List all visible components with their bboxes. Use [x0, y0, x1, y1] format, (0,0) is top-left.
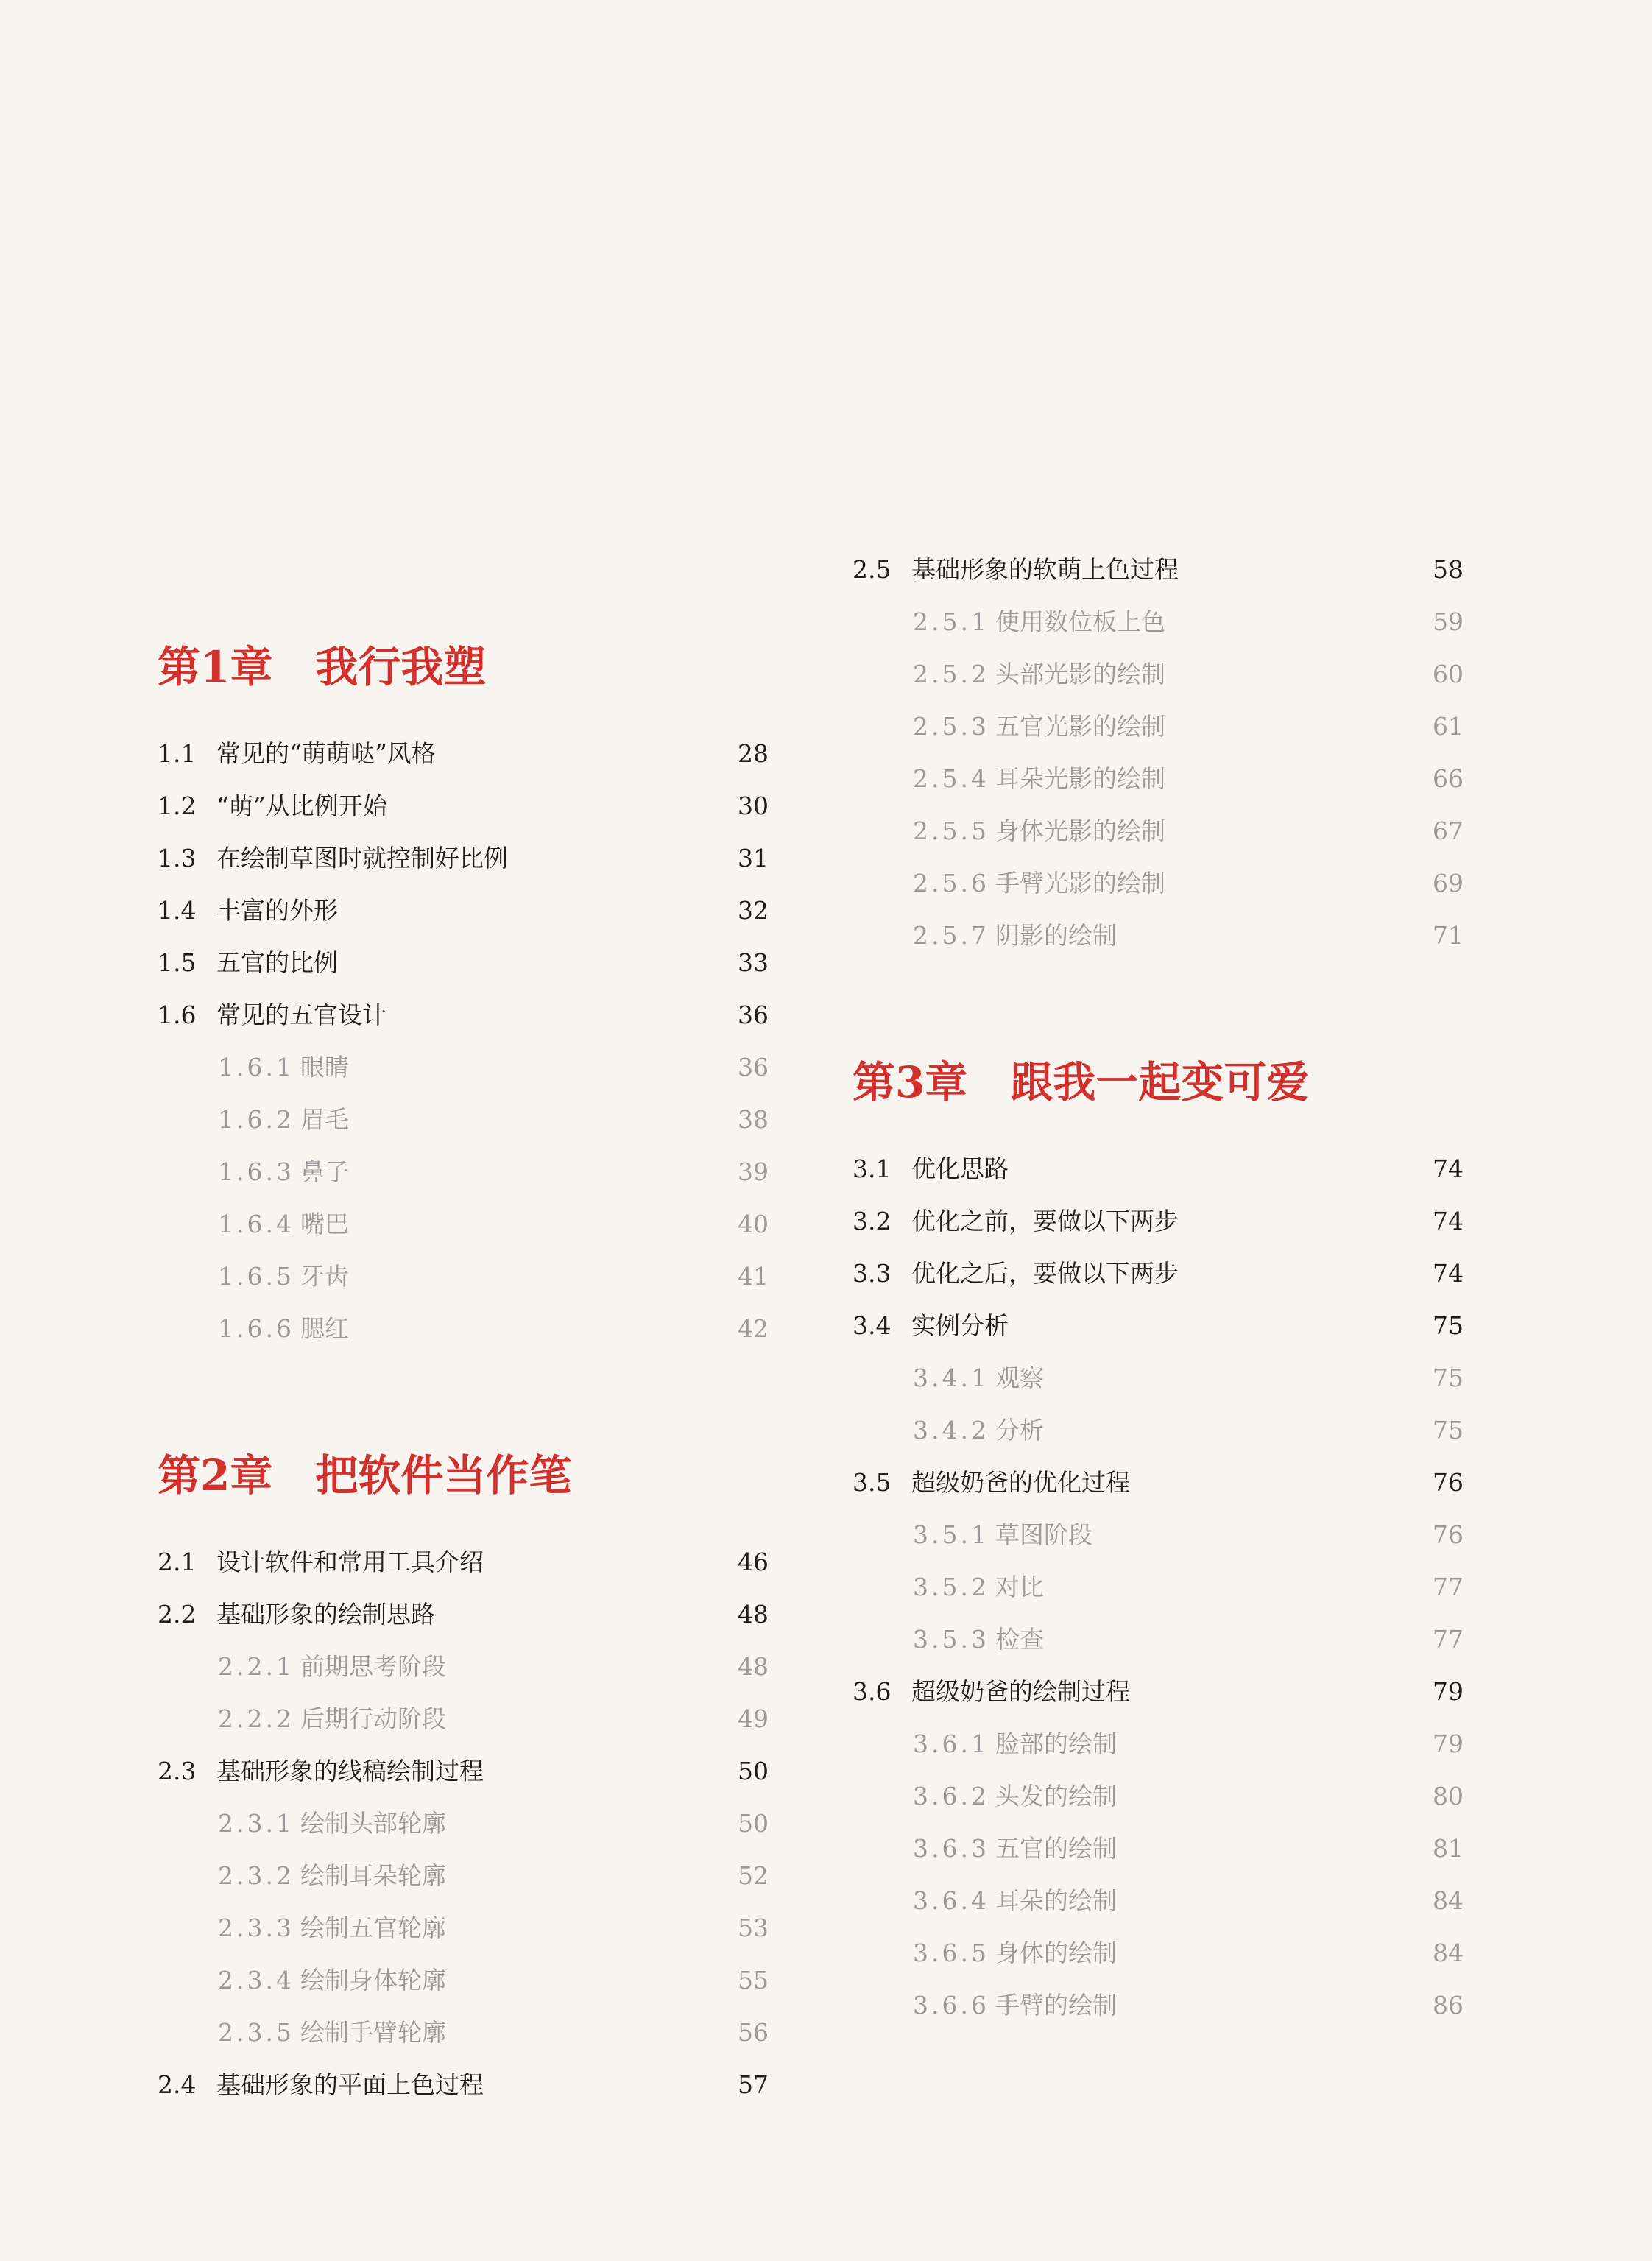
toc-subsection-row[interactable] — [853, 1983, 1464, 2028]
section-number: 1.6.3 — [218, 1157, 294, 1186]
section-number: 2.5.4 — [913, 764, 989, 793]
section-title: 身体光影的绘制 — [995, 816, 1165, 845]
section-number: 3.5.2 — [913, 1573, 989, 1601]
page-number: 60 — [1433, 660, 1464, 688]
toc-subsection-row[interactable] — [853, 600, 1464, 644]
section-title: 绘制耳朵轮廓 — [300, 1861, 446, 1890]
section-title: 嘴巴 — [300, 1210, 349, 1238]
chapter-heading — [158, 638, 769, 696]
toc-section-row[interactable] — [158, 1540, 769, 1584]
section-number: 1.6.4 — [218, 1210, 294, 1238]
section-title: 耳朵光影的绘制 — [995, 764, 1165, 793]
page-number: 84 — [1433, 1939, 1464, 1967]
section-number: 3.6 — [853, 1677, 892, 1706]
section-number: 3.6.4 — [913, 1886, 989, 1915]
toc-section-row[interactable] — [853, 1670, 1464, 1714]
section-title: 绘制身体轮廓 — [300, 1966, 446, 1994]
toc-subsection-row[interactable] — [158, 1202, 769, 1246]
section-title: 超级奶爸的绘制过程 — [911, 1677, 1130, 1706]
section-number: 2.4 — [158, 2070, 197, 2099]
section-title: 五官光影的绘制 — [995, 712, 1165, 741]
page-number: 28 — [738, 739, 769, 768]
section-number: 3.5.1 — [913, 1520, 989, 1549]
page-number: 79 — [1433, 1729, 1464, 1758]
section-number: 1.6 — [158, 1001, 197, 1029]
toc-subsection-row[interactable] — [158, 1150, 769, 1194]
page-number: 58 — [1433, 555, 1464, 584]
toc-subsection-row[interactable] — [853, 1356, 1464, 1400]
page-number: 40 — [738, 1210, 769, 1238]
section-number: 1.6.6 — [218, 1314, 294, 1343]
chapter-title: 把软件当作笔 — [315, 1450, 572, 1500]
toc-subsection-row[interactable] — [853, 1931, 1464, 1975]
section-title: 五官的绘制 — [995, 1834, 1117, 1863]
chapter-number: 第2章 — [158, 1450, 273, 1500]
page-number: 38 — [738, 1105, 769, 1134]
page-number: 74 — [1433, 1207, 1464, 1235]
page-number: 41 — [738, 1262, 769, 1291]
page-number: 33 — [738, 948, 769, 977]
toc-subsection-row[interactable] — [853, 1408, 1464, 1453]
toc-section-row[interactable] — [158, 836, 769, 881]
page-number: 49 — [738, 1704, 769, 1733]
page-number: 50 — [738, 1809, 769, 1838]
chapter-title: 跟我一起变可爱 — [1010, 1057, 1310, 1107]
section-title: 对比 — [995, 1573, 1044, 1601]
section-number: 2.3.4 — [218, 1966, 294, 1994]
section-title: 后期行动阶段 — [300, 1704, 446, 1733]
toc-subsection-row[interactable] — [158, 1098, 769, 1142]
page-number: 48 — [738, 1600, 769, 1629]
toc-subsection-row[interactable] — [853, 861, 1464, 906]
page-number: 39 — [738, 1157, 769, 1186]
page-number: 80 — [1433, 1782, 1464, 1810]
toc-section-row[interactable] — [853, 1304, 1464, 1348]
toc-subsection-row[interactable] — [853, 757, 1464, 801]
section-number: 2.3.3 — [218, 1913, 294, 1942]
section-number: 3.5.3 — [913, 1625, 989, 1654]
section-title: 眉毛 — [300, 1105, 349, 1134]
section-number: 2.2.1 — [218, 1652, 294, 1681]
section-number: 3.6.2 — [913, 1782, 989, 1810]
section-title: 脸部的绘制 — [995, 1729, 1117, 1758]
section-number: 3.2 — [853, 1207, 892, 1235]
section-title: 优化之前，要做以下两步 — [911, 1207, 1179, 1235]
page-number: 75 — [1433, 1364, 1464, 1392]
page-number: 30 — [738, 791, 769, 820]
toc-subsection-row[interactable] — [158, 1854, 769, 1898]
toc-subsection-row[interactable] — [158, 1802, 769, 1846]
section-title: 超级奶爸的优化过程 — [911, 1468, 1130, 1497]
section-number: 3.6.3 — [913, 1834, 989, 1863]
toc-subsection-row[interactable] — [853, 914, 1464, 958]
section-number: 2.5.6 — [913, 869, 989, 897]
page-number: 79 — [1433, 1677, 1464, 1706]
page-number: 77 — [1433, 1625, 1464, 1654]
section-number: 3.5 — [853, 1468, 892, 1497]
section-number: 1.6.5 — [218, 1262, 294, 1291]
section-title: “萌”从比例开始 — [216, 791, 387, 820]
toc-subsection-row[interactable] — [158, 1906, 769, 1950]
page-number: 74 — [1433, 1154, 1464, 1183]
section-title: 腮红 — [300, 1314, 349, 1343]
toc-section-row[interactable] — [158, 1749, 769, 1793]
toc-section-row[interactable] — [158, 784, 769, 828]
toc-subsection-row[interactable] — [853, 652, 1464, 696]
page-number: 76 — [1433, 1468, 1464, 1497]
section-title: 牙齿 — [300, 1262, 349, 1291]
toc-subsection-row[interactable] — [853, 1879, 1464, 1923]
toc-subsection-row[interactable] — [158, 1255, 769, 1299]
section-number: 1.6.1 — [218, 1053, 294, 1082]
toc-subsection-row[interactable] — [158, 2011, 769, 2055]
page-number: 77 — [1433, 1573, 1464, 1601]
section-title: 基础形象的线稿绘制过程 — [216, 1757, 484, 1785]
page-number: 75 — [1433, 1416, 1464, 1445]
chapter-number: 第1章 — [158, 642, 273, 692]
section-title: 手臂的绘制 — [995, 1991, 1117, 2020]
page-number: 81 — [1433, 1834, 1464, 1863]
section-title: 常见的“萌萌哒”风格 — [216, 739, 436, 768]
section-number: 2.3.1 — [218, 1809, 294, 1838]
toc-subsection-row[interactable] — [853, 1565, 1464, 1609]
section-number: 2.3 — [158, 1757, 197, 1785]
chapter-heading — [158, 1446, 769, 1505]
section-number: 3.1 — [853, 1154, 892, 1183]
section-number: 3.6.5 — [913, 1939, 989, 1967]
section-number: 1.4 — [158, 896, 197, 925]
toc-section-row[interactable] — [853, 1199, 1464, 1244]
section-number: 2.5.7 — [913, 921, 989, 950]
page-number: 53 — [738, 1913, 769, 1942]
section-number: 2.5.5 — [913, 816, 989, 845]
toc-subsection-row[interactable] — [853, 1513, 1464, 1557]
section-title: 前期思考阶段 — [300, 1652, 446, 1681]
section-title: 头发的绘制 — [995, 1782, 1117, 1810]
section-title: 基础形象的绘制思路 — [216, 1600, 435, 1629]
section-number: 1.1 — [158, 739, 197, 768]
toc-section-row[interactable] — [853, 1252, 1464, 1296]
section-number: 2.5 — [853, 555, 892, 584]
page-number: 67 — [1433, 816, 1464, 845]
chapter-number: 第3章 — [853, 1057, 968, 1107]
toc-subsection-row[interactable] — [158, 1307, 769, 1351]
toc-section-row[interactable] — [158, 732, 769, 776]
page-number: 55 — [738, 1966, 769, 1994]
section-title: 在绘制草图时就控制好比例 — [216, 844, 508, 872]
page-number: 56 — [738, 2018, 769, 2047]
page-number: 57 — [738, 2070, 769, 2099]
chapter-heading — [853, 1053, 1464, 1112]
section-number: 2.1 — [158, 1548, 197, 1576]
toc-subsection-row[interactable] — [853, 1827, 1464, 1871]
toc-section-row[interactable] — [853, 1147, 1464, 1191]
toc-subsection-row[interactable] — [158, 1645, 769, 1689]
section-title: 分析 — [995, 1416, 1044, 1445]
section-title: 绘制手臂轮廓 — [300, 2018, 446, 2047]
section-title: 头部光影的绘制 — [995, 660, 1165, 688]
section-title: 优化之后，要做以下两步 — [911, 1259, 1179, 1288]
page-number: 59 — [1433, 607, 1464, 636]
section-title: 绘制头部轮廓 — [300, 1809, 446, 1838]
section-number: 1.6.2 — [218, 1105, 294, 1134]
toc-subsection-row[interactable] — [853, 809, 1464, 853]
section-title: 基础形象的平面上色过程 — [216, 2070, 484, 2099]
toc-section-row[interactable] — [158, 1592, 769, 1637]
page-number: 48 — [738, 1652, 769, 1681]
toc-section-row[interactable] — [158, 941, 769, 985]
section-title: 优化思路 — [911, 1154, 1009, 1183]
section-title: 丰富的外形 — [216, 896, 338, 925]
page-number: 42 — [738, 1314, 769, 1343]
section-title: 阴影的绘制 — [995, 921, 1117, 950]
page-number: 31 — [738, 844, 769, 872]
section-title: 使用数位板上色 — [995, 607, 1165, 636]
toc-section-row[interactable] — [158, 889, 769, 933]
page-number: 50 — [738, 1757, 769, 1785]
section-number: 2.3.5 — [218, 2018, 294, 2047]
section-title: 身体的绘制 — [995, 1939, 1117, 1967]
section-number: 2.5.3 — [913, 712, 989, 741]
section-title: 实例分析 — [911, 1311, 1009, 1340]
section-title: 常见的五官设计 — [216, 1001, 386, 1029]
toc-subsection-row[interactable] — [158, 1697, 769, 1741]
toc-subsection-row[interactable] — [158, 1958, 769, 2003]
section-title: 耳朵的绘制 — [995, 1886, 1117, 1915]
section-title: 手臂光影的绘制 — [995, 869, 1165, 897]
page-number: 32 — [738, 896, 769, 925]
section-title: 基础形象的软萌上色过程 — [911, 555, 1179, 584]
toc-section-row[interactable] — [853, 1461, 1464, 1505]
section-number: 1.3 — [158, 844, 197, 872]
page-number: 36 — [738, 1053, 769, 1082]
page-number: 46 — [738, 1548, 769, 1576]
section-title: 检查 — [995, 1625, 1044, 1654]
page-number: 75 — [1433, 1311, 1464, 1340]
section-title: 五官的比例 — [216, 948, 338, 977]
toc-subsection-row[interactable] — [158, 1045, 769, 1090]
section-title: 眼睛 — [300, 1053, 349, 1082]
page-number: 84 — [1433, 1886, 1464, 1915]
section-title: 鼻子 — [300, 1157, 349, 1186]
page-number: 74 — [1433, 1259, 1464, 1288]
section-number: 2.5.1 — [913, 607, 989, 636]
toc-subsection-row[interactable] — [853, 1774, 1464, 1819]
section-title: 草图阶段 — [995, 1520, 1092, 1549]
section-number: 3.4 — [853, 1311, 892, 1340]
page-number: 61 — [1433, 712, 1464, 741]
section-number: 3.4.2 — [913, 1416, 989, 1445]
section-number: 3.4.1 — [913, 1364, 989, 1392]
page-number: 52 — [738, 1861, 769, 1890]
section-number: 2.3.2 — [218, 1861, 294, 1890]
section-number: 1.2 — [158, 791, 197, 820]
page-number: 76 — [1433, 1520, 1464, 1549]
page-number: 86 — [1433, 1991, 1464, 2020]
page-number: 69 — [1433, 869, 1464, 897]
section-title: 设计软件和常用工具介绍 — [216, 1548, 484, 1576]
section-title: 绘制五官轮廓 — [300, 1913, 446, 1942]
section-number: 2.2.2 — [218, 1704, 294, 1733]
toc-subsection-row[interactable] — [853, 705, 1464, 749]
section-number: 3.3 — [853, 1259, 892, 1288]
toc-section-row[interactable] — [158, 2063, 769, 2107]
page-number: 36 — [738, 1001, 769, 1029]
toc-subsection-row[interactable] — [853, 1722, 1464, 1766]
section-title: 观察 — [995, 1364, 1044, 1392]
section-number: 3.6.1 — [913, 1729, 989, 1758]
section-number: 2.5.2 — [913, 660, 989, 688]
chapter-title: 我行我塑 — [315, 642, 487, 692]
toc-subsection-row[interactable] — [853, 1618, 1464, 1662]
section-number: 1.5 — [158, 948, 197, 977]
toc-section-row[interactable] — [853, 548, 1464, 592]
section-number: 2.2 — [158, 1600, 197, 1629]
page-number: 66 — [1433, 764, 1464, 793]
toc-section-row[interactable] — [158, 993, 769, 1037]
page-number: 71 — [1433, 921, 1464, 950]
section-number: 3.6.6 — [913, 1991, 989, 2020]
